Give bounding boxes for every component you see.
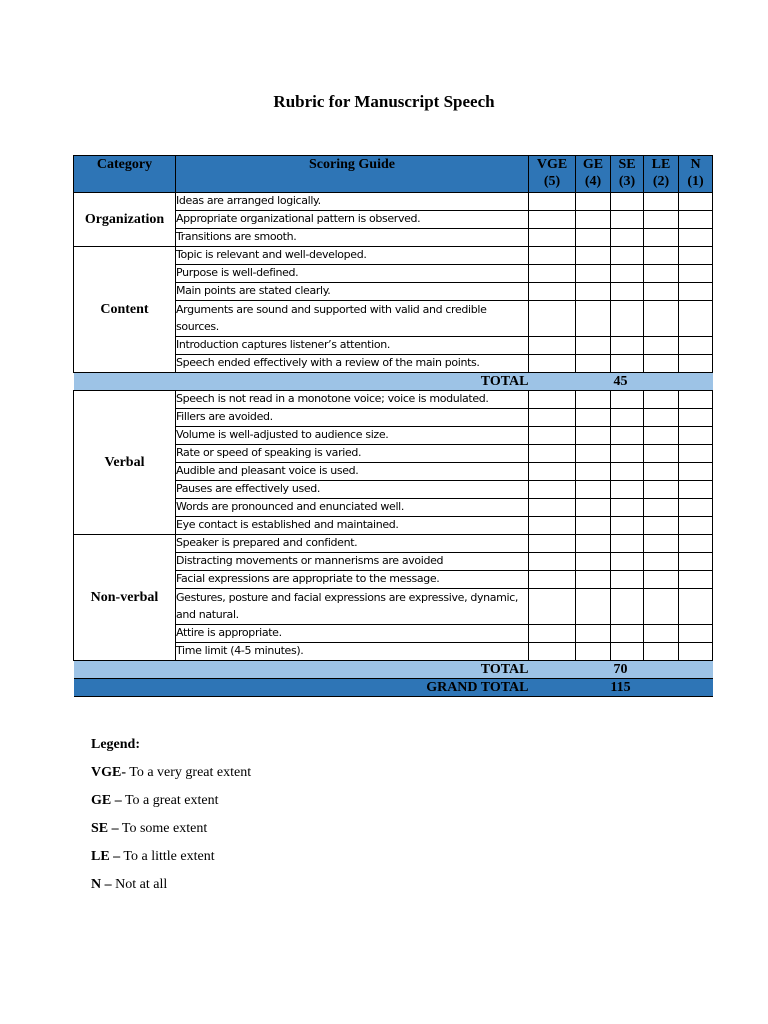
score-cell[interactable] [611,337,644,355]
score-cell[interactable] [529,463,576,481]
criterion: Distracting movements or mannerisms are avoided [176,553,529,571]
score-cell[interactable] [529,481,576,499]
score-cell[interactable] [611,211,644,229]
score-cell[interactable] [611,463,644,481]
score-cell[interactable] [644,391,679,409]
score-cell[interactable] [611,643,644,661]
score-cell[interactable] [576,499,611,517]
criterion: Speaker is prepared and confident. [176,535,529,553]
score-cell[interactable] [611,499,644,517]
score-cell[interactable] [529,535,576,553]
score-cell[interactable] [576,355,611,373]
score-cell[interactable] [576,589,611,625]
table-row [74,391,713,409]
score-cell[interactable] [576,571,611,589]
legend-title: Legend: [91,737,140,752]
score-cell[interactable] [644,643,679,661]
header-se: SE (3) [611,156,644,193]
total-value: 45 [529,373,713,391]
criterion: Main points are stated clearly. [176,283,529,301]
criterion: Facial expressions are appropriate to the message. [176,571,529,589]
legend-item: SE – To some extent [91,821,208,836]
score-cell[interactable] [576,265,611,283]
score-cell[interactable] [644,481,679,499]
total-value: 70 [529,661,713,679]
criterion: Audible and pleasant voice is used. [176,463,529,481]
header-vge: VGE (5) [529,156,576,193]
score-cell[interactable] [576,409,611,427]
score-cell[interactable] [611,265,644,283]
score-cell[interactable] [679,499,713,517]
score-cell[interactable] [644,517,679,535]
score-cell[interactable] [611,193,644,211]
criterion: Eye contact is established and maintained. [176,517,529,535]
score-cell[interactable] [529,553,576,571]
score-cell[interactable] [576,535,611,553]
score-cell[interactable] [611,283,644,301]
criterion: Pauses are effectively used. [176,481,529,499]
score-cell[interactable] [679,535,713,553]
score-cell[interactable] [529,247,576,265]
criterion: Transitions are smooth. [176,229,529,247]
score-cell[interactable] [679,211,713,229]
criterion: Speech ended effectively with a review of the main points. [176,355,529,373]
score-cell[interactable] [529,409,576,427]
score-cell[interactable] [611,391,644,409]
header-ge: GE (4) [576,156,611,193]
score-cell[interactable] [611,553,644,571]
score-cell[interactable] [679,427,713,445]
header-category: Category [74,156,176,193]
score-cell[interactable] [679,409,713,427]
category-organization: Organization [74,193,176,247]
score-cell[interactable] [529,265,576,283]
score-cell[interactable] [576,229,611,247]
grand-total-value: 115 [529,679,713,697]
total-row [74,661,713,679]
score-cell[interactable] [644,571,679,589]
table-row [74,247,713,265]
score-cell[interactable] [576,337,611,355]
score-cell[interactable] [529,283,576,301]
score-cell[interactable] [529,625,576,643]
grand-total-label: GRAND TOTAL [74,679,529,697]
score-cell[interactable] [679,445,713,463]
criterion: Attire is appropriate. [176,625,529,643]
score-cell[interactable] [576,247,611,265]
score-cell[interactable] [679,481,713,499]
table-row [74,535,713,553]
score-cell[interactable] [529,589,576,625]
score-cell[interactable] [529,193,576,211]
criterion: Rate or speed of speaking is varied. [176,445,529,463]
legend-item: N – Not at all [91,877,168,892]
table-row [74,193,713,211]
score-cell[interactable] [679,391,713,409]
criterion: Appropriate organizational pattern is observed. [176,211,529,229]
score-cell[interactable] [611,355,644,373]
score-cell[interactable] [679,553,713,571]
score-cell[interactable] [644,265,679,283]
score-cell[interactable] [644,499,679,517]
score-cell[interactable] [576,643,611,661]
score-cell[interactable] [576,391,611,409]
legend-item: VGE- To a very great extent [91,765,252,780]
score-cell[interactable] [529,427,576,445]
header-le: LE (2) [644,156,679,193]
criterion: Words are pronounced and enunciated well. [176,499,529,517]
score-cell[interactable] [529,391,576,409]
grand-total-row [74,679,713,697]
header-scoring-guide: Scoring Guide [176,156,529,193]
score-cell[interactable] [611,589,644,625]
score-cell[interactable] [576,625,611,643]
score-cell[interactable] [529,445,576,463]
score-cell[interactable] [529,211,576,229]
criterion: Arguments are sound and supported with valid and credible sources. [176,301,529,337]
total-row [74,373,713,391]
page-title: Rubric for Manuscript Speech [273,92,495,111]
score-cell[interactable] [679,355,713,373]
score-cell[interactable] [576,301,611,337]
score-cell[interactable] [576,283,611,301]
score-cell[interactable] [611,571,644,589]
category-content: Content [74,247,176,373]
score-cell[interactable] [576,463,611,481]
score-cell[interactable] [611,247,644,265]
score-cell[interactable] [644,553,679,571]
score-cell[interactable] [644,445,679,463]
criterion: Purpose is well-defined. [176,265,529,283]
criterion: Topic is relevant and well-developed. [176,247,529,265]
score-cell[interactable] [576,517,611,535]
legend-item: GE – To a great extent [91,793,219,808]
category-nonverbal: Non-verbal [74,535,176,661]
score-cell[interactable] [611,301,644,337]
score-cell[interactable] [679,283,713,301]
score-cell[interactable] [679,265,713,283]
score-cell[interactable] [576,427,611,445]
score-cell[interactable] [576,553,611,571]
score-cell[interactable] [679,625,713,643]
total-label: TOTAL [74,661,529,679]
score-cell[interactable] [644,283,679,301]
header-n: N (1) [679,156,713,193]
score-cell[interactable] [644,535,679,553]
criterion: Speech is not read in a monotone voice; voice is modulated. [176,391,529,409]
criterion: Introduction captures listener’s attention. [176,337,529,355]
score-cell[interactable] [679,571,713,589]
score-cell[interactable] [611,409,644,427]
score-cell[interactable] [679,229,713,247]
score-cell[interactable] [679,589,713,625]
rubric-table [73,155,713,697]
score-cell[interactable] [679,247,713,265]
score-cell[interactable] [644,355,679,373]
score-cell[interactable] [529,301,576,337]
score-cell[interactable] [679,463,713,481]
score-cell[interactable] [529,517,576,535]
score-cell[interactable] [644,589,679,625]
score-cell[interactable] [529,337,576,355]
score-cell[interactable] [644,247,679,265]
score-cell[interactable] [679,517,713,535]
total-label: TOTAL [74,373,529,391]
category-verbal: Verbal [74,391,176,535]
score-cell[interactable] [644,211,679,229]
score-cell[interactable] [644,229,679,247]
score-cell[interactable] [529,499,576,517]
score-cell[interactable] [611,427,644,445]
score-cell[interactable] [611,535,644,553]
criterion: Ideas are arranged logically. [176,193,529,211]
legend-item: LE – To a little extent [91,849,215,864]
score-cell[interactable] [576,193,611,211]
score-cell[interactable] [644,337,679,355]
score-cell[interactable] [611,517,644,535]
table-header-row [74,156,713,193]
criterion: Volume is well-adjusted to audience size. [176,427,529,445]
score-cell[interactable] [679,193,713,211]
score-cell[interactable] [576,481,611,499]
score-cell[interactable] [644,625,679,643]
score-cell[interactable] [529,229,576,247]
score-cell[interactable] [529,571,576,589]
score-cell[interactable] [679,301,713,337]
score-cell[interactable] [644,301,679,337]
score-cell[interactable] [611,481,644,499]
score-cell[interactable] [576,445,611,463]
score-cell[interactable] [529,643,576,661]
score-cell[interactable] [611,625,644,643]
legend [91,737,251,905]
criterion: Gestures, posture and facial expressions are expressive, dynamic, and natural. [176,589,529,625]
score-cell[interactable] [679,337,713,355]
score-cell[interactable] [611,229,644,247]
score-cell[interactable] [644,193,679,211]
score-cell[interactable] [644,463,679,481]
criterion: Fillers are avoided. [176,409,529,427]
score-cell[interactable] [644,427,679,445]
score-cell[interactable] [679,643,713,661]
score-cell[interactable] [529,355,576,373]
score-cell[interactable] [611,445,644,463]
score-cell[interactable] [644,409,679,427]
criterion: Time limit (4-5 minutes). [176,643,529,661]
score-cell[interactable] [576,211,611,229]
